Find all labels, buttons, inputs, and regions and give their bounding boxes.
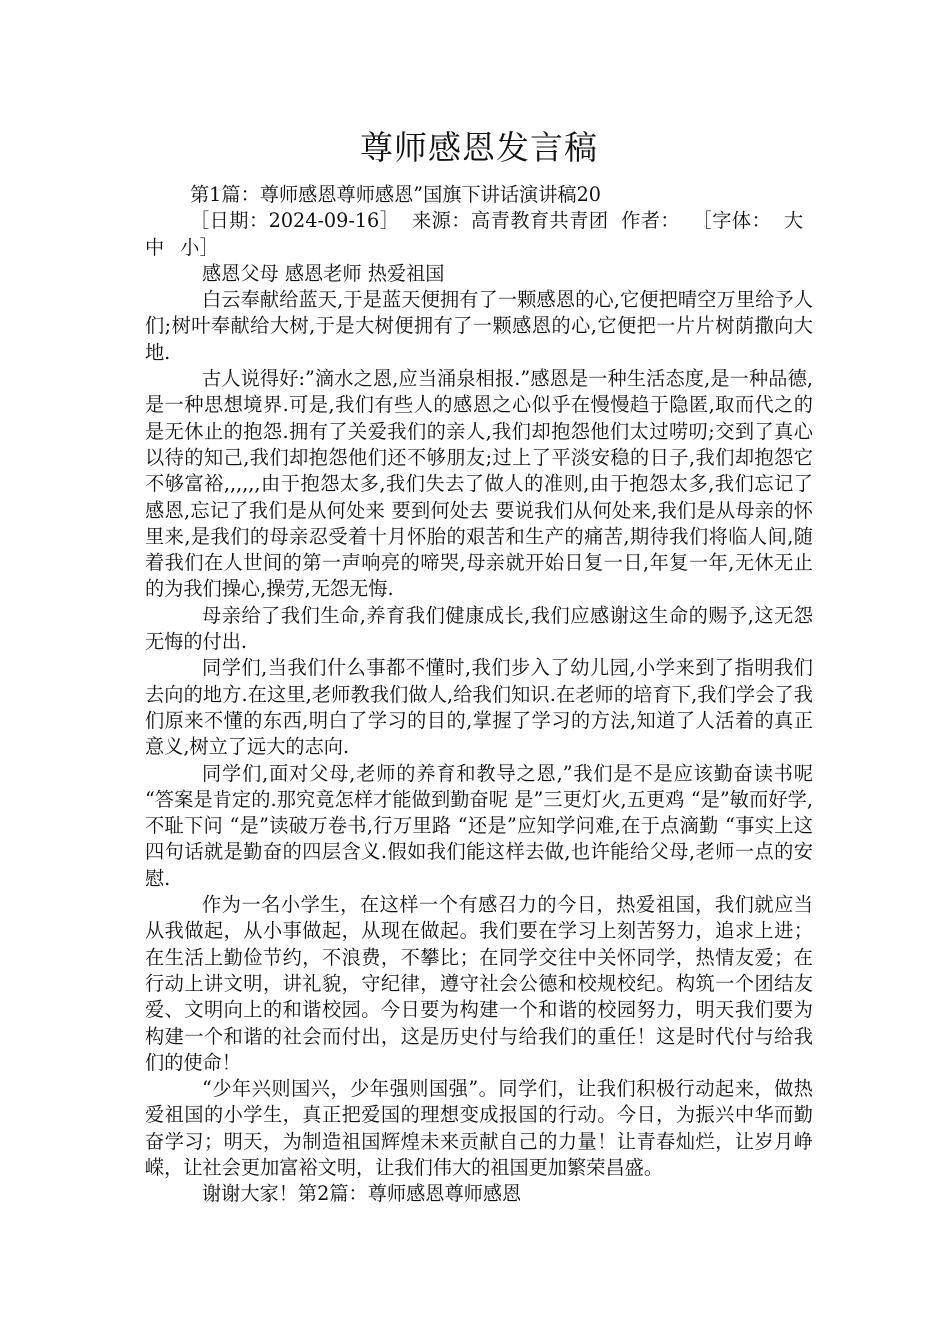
- body-paragraph: 母亲给了我们生命,养育我们健康成长,我们应感谢这生命的赐予,这无怨无悔的付出.: [145, 603, 813, 654]
- document-title: 尊师感恩发言稿: [360, 128, 598, 167]
- body-paragraph: 感恩父母 感恩老师 热爱祖国: [202, 261, 445, 285]
- body-paragraph: 白云奉献给蓝天,于是蓝天便拥有了一颗感恩的心,它便把晴空万里给予人们;树叶奉献给大树,于是大树便拥有了一颗感恩的心,它便把一片片树荫撒向大地.: [145, 288, 813, 364]
- publish-date: ［日期：2024-09-16］: [190, 209, 400, 233]
- body-paragraph: 同学们,面对父母,老师的养育和教导之恩,”我们是不是应该勤奋读书呢 “答案是肯定的.那究竟怎样才能做到勤奋呢 是”三更灯火,五更鸡 “是”敏而好学,不耻下问 “是”读破万卷书,行万里路 “还是”应知学问难,在于点滴勤 “事实上这四句话就是勤奋的四层含义.假如我们能这样去做,也许能给父母,老师一点的安慰.: [145, 761, 813, 890]
- document-page: [145, 120, 813, 1208]
- body-paragraph: 同学们,当我们什么事都不懂时,我们步入了幼儿园,小学来到了指明我们去向的地方.在这里,老师教我们做人,给我们知识.在老师的培育下,我们学会了我们原来不懂的东西,明白了学习的目的,掌握了学习的方法,知道了人活着的真正意义,树立了远大的志向.: [145, 656, 813, 759]
- article-heading: 第1篇：尊师感恩尊师感恩”国旗下讲话演讲稿20: [190, 183, 601, 206]
- body-paragraph: 谢谢大家！第2篇：尊师感恩尊师感恩: [202, 1182, 522, 1206]
- body-paragraph: 作为一名小学生，在这样一个有感召力的今日，热爱祖国，我们就应当从我做起，从小事做起，从现在做起。我们要在学习上刻苦努力，追求上进；在生活上勤俭节约，不浪费，不攀比；在同学交往中关怀同学，热情友爱；在行动上讲文明，讲礼貌，守纪律，遵守社会公德和校规校纪。构筑一个团结友爱、文明向上的和谐校园。今日要为构建一个和谐的校园努力，明天我们要为构建一个和谐的社会而付出，这是历史付与给我们的重任！这是时代付与给我们的使命！: [145, 893, 813, 1074]
- font-size-small-link[interactable]: 小］: [180, 235, 219, 259]
- body-paragraph: 古人说得好:”滴水之恩,应当涌泉相报.”感恩是一种生活态度,是一种品德,是一种思想境界.可是,我们有些人的感恩之心似乎在慢慢趋于隐匿,取而代之的是无休止的抱怨.拥有了关爱我们的亲人,我们却抱怨他们太过唠叨;交到了真心以待的知己,我们却抱怨他们还不够朋友;过上了平淡安稳的日子,我们却抱怨它不够富裕,,,,,,由于抱怨太多,我们失去了做人的准则,由于抱怨太多,我们忘记了感恩,忘记了我们是从何处来 要到何处去 要说我们从何处来,我们是从母亲的怀里来,是我们的母亲忍受着十月怀胎的艰苦和生产的痛苦,期待我们将临人间,随着我们在人世间的第一声响亮的啼哭,母亲就开始日复一日,年复一年,无休无止的为我们操心,操劳,无怨无悔.: [145, 367, 813, 601]
- source-label: 来源：高青教育共青团: [411, 209, 609, 233]
- font-size-large-link[interactable]: 大: [783, 209, 804, 233]
- article-meta: [145, 208, 813, 261]
- body-paragraph: “少年兴则国兴，少年强则国强”。同学们，让我们积极行动起来，做热爱祖国的小学生，真正把爱国的理想变成报国的行动。今日，为振兴中华而勤奋学习；明天，为制造祖国辉煌未来贡献自己的力量！让青春灿烂，让岁月峥嵘，让社会更加富裕文明，让我们伟大的祖国更加繁荣昌盛。: [145, 1077, 813, 1179]
- author-label: 作者：: [621, 209, 681, 233]
- font-size-medium-link[interactable]: 中: [145, 235, 165, 259]
- font-size-label: ［字体：: [692, 209, 772, 233]
